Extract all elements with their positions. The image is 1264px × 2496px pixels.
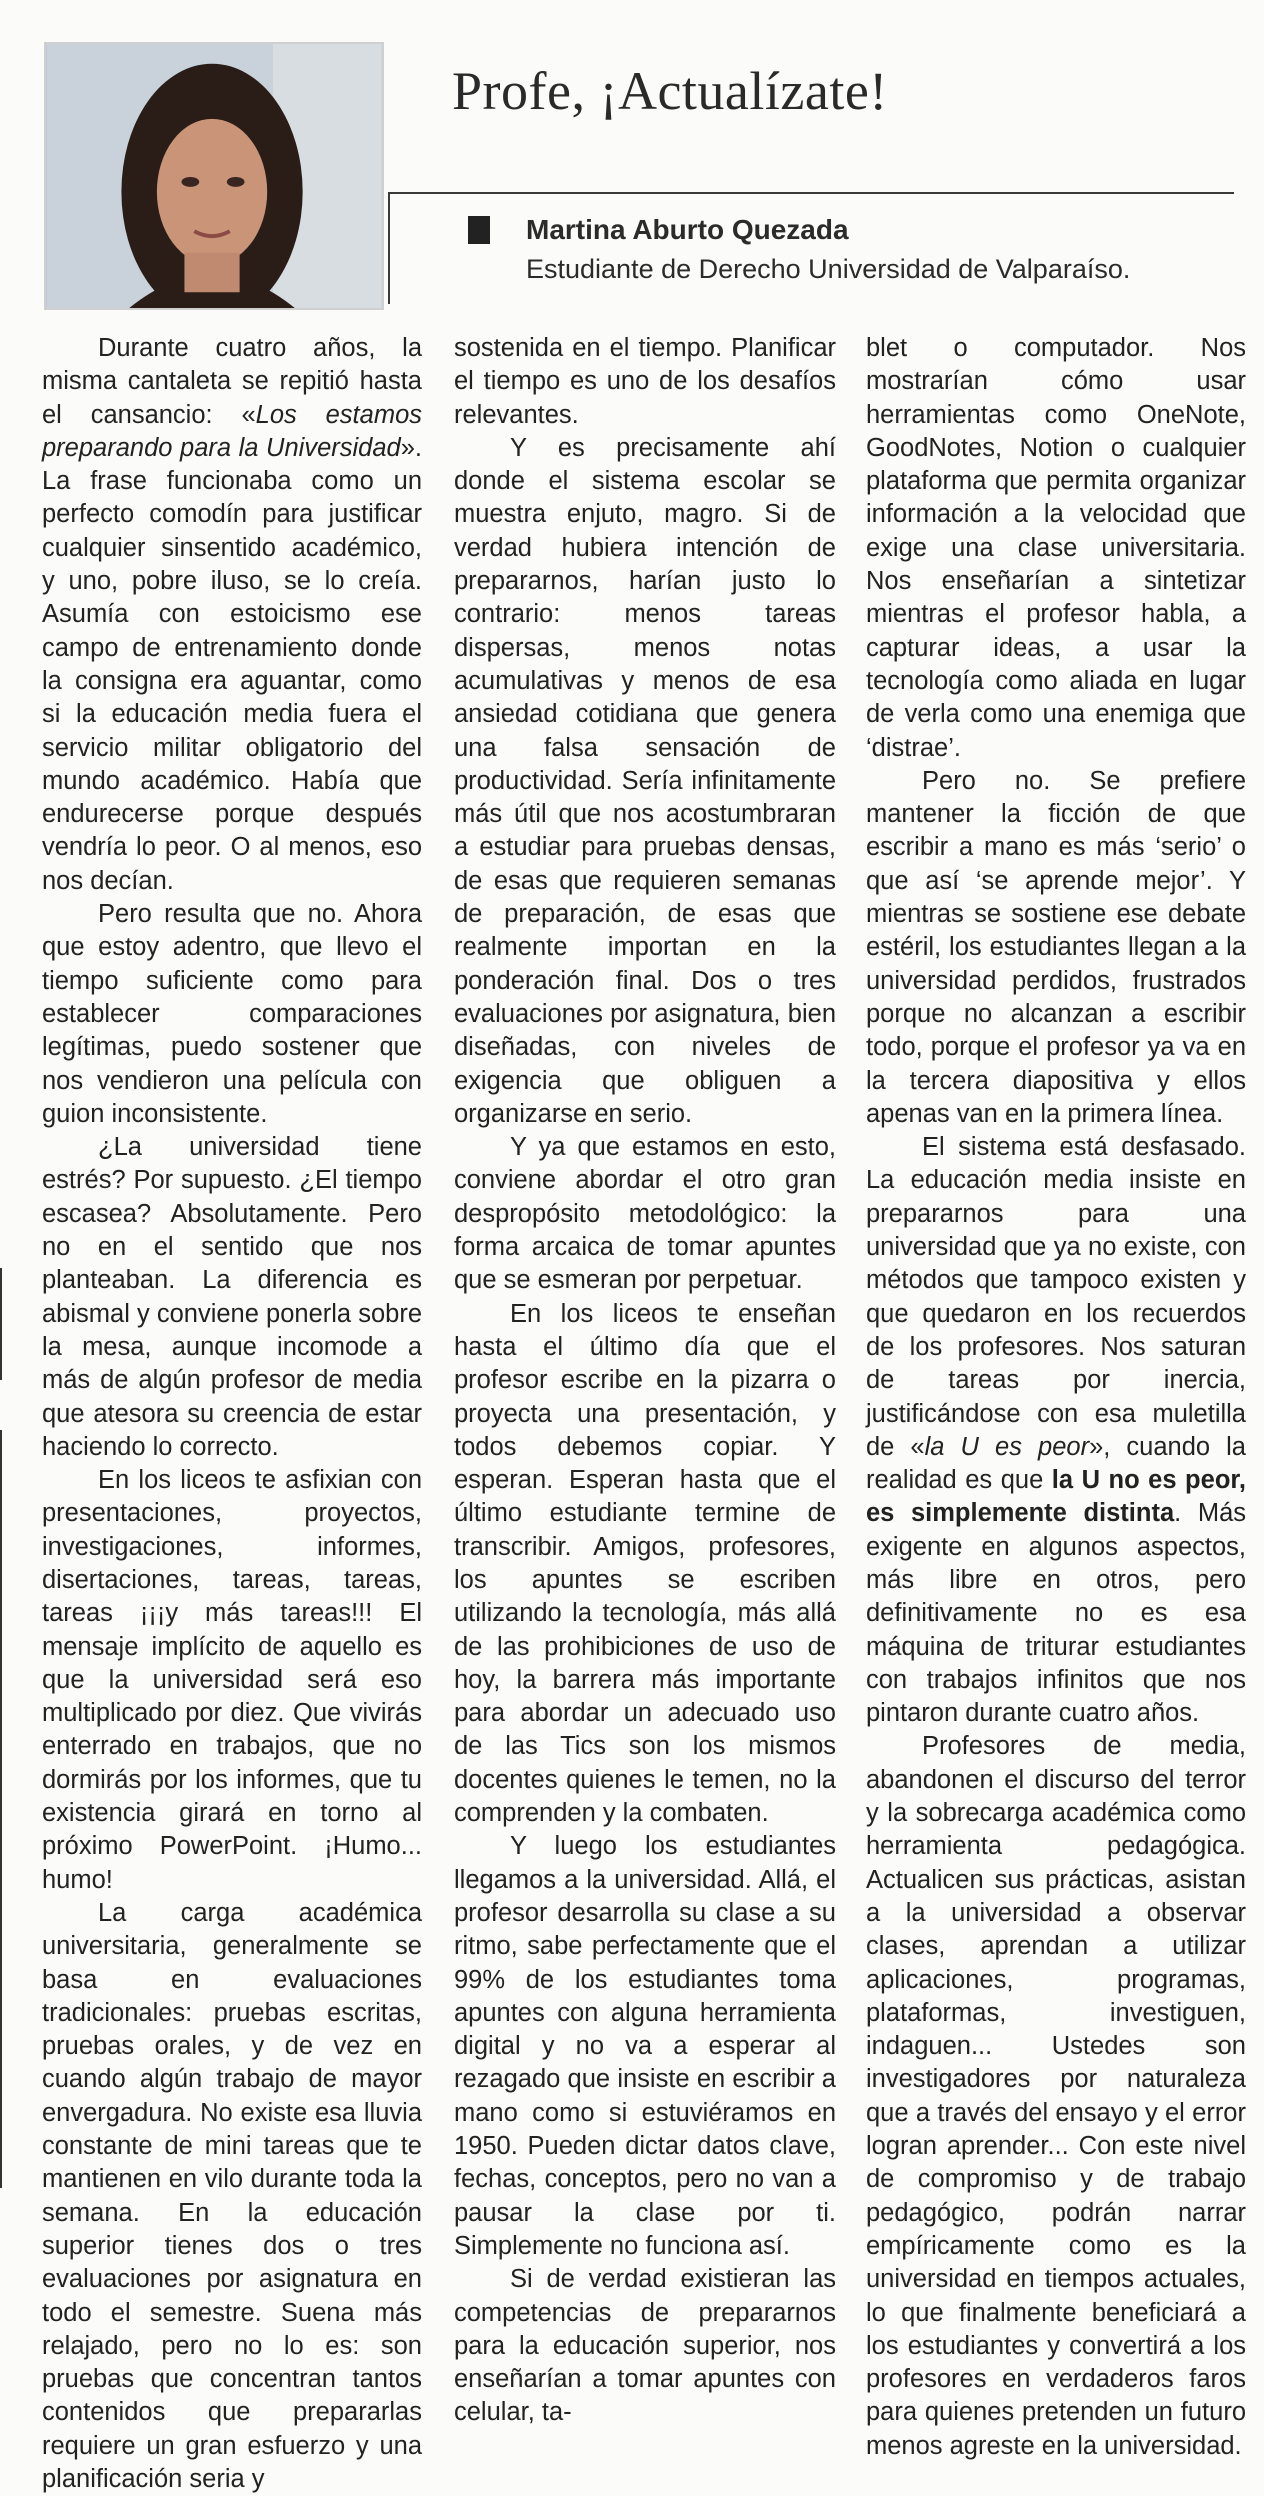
paragraph bbox=[866, 765, 1246, 1131]
paragraph bbox=[42, 332, 422, 898]
body-text: ¿La universidad tiene estrés? Por supuesto. ¿El tiempo escasea? Absolutamente. Pero no en el sentido que nos planteaban. La diferencia es abismal y conviene ponerla sobre la mesa, aunque incomode a más de algún profesor de media que atesora su creencia de estar haciendo lo correcto. bbox=[42, 1133, 422, 1461]
author-role: Estudiante de Derecho Universidad de Valparaíso. bbox=[526, 254, 1131, 284]
article-column-1 bbox=[42, 332, 422, 2496]
body-text: Pero resulta que no. Ahora que estoy adentro, que llevo el tiempo suficiente como para establecer comparaciones legítimas, puedo sostener que nos vendieron una película con guion inconsistente. bbox=[42, 900, 422, 1128]
paragraph bbox=[42, 1464, 422, 1897]
body-text: Si de verdad existieran las competencias de prepararnos para la educación superior, nos enseñarían a tomar apuntes con celular, ta- bbox=[454, 2265, 836, 2427]
author-photo bbox=[44, 42, 384, 310]
paragraph bbox=[866, 332, 1246, 765]
body-text: Y luego los estudiantes llegamos a la universidad. Allá, el profesor desarrolla su clase a su ritmo, sabe perfectamente que el 99% de los estudiantes toma apuntes con alguna herramienta digital y no va a esperar al rezagado que insiste en escribir a mano como si estuviéramos en 1950. Pueden dictar datos clave, fechas, conceptos, pero no van a pausar la clase por ti. Simplemente no funciona así. bbox=[454, 1832, 836, 2260]
crop-mark-left-lower bbox=[0, 1430, 2, 2188]
body-text: Durante cuatro años, la misma cantaleta se repitió hasta el cansancio: « bbox=[42, 334, 422, 429]
body-text: Y es precisamente ahí donde el sistema escolar se muestra enjuto, magro. Si de verdad hubiera intención de prepararnos, harían justo lo contrario: menos tareas dispersas, menos notas acumulativas y menos de esa ansiedad cotidiana que genera una falsa sensación de productividad. Sería infinitamente más útil que nos acostumbraran a estudiar para pruebas densas, de esas que requieren semanas de preparación, de esas que realmente importan en la ponderación final. Dos o tres evaluaciones por asignatura, bien diseñadas, con niveles de exigencia que obliguen a organizarse en serio. bbox=[454, 433, 836, 1128]
paragraph bbox=[42, 1897, 422, 2496]
body-text: blet o computador. Nos mostrarían cómo usar herramientas como OneNote, GoodNotes, Notion o cualquier plataforma que permita organizar información a la velocidad que exige una clase universitaria. Nos enseñarían a sintetizar mientras el profesor habla, a capturar ideas, a usar la tecnología como aliada en lugar de verla como una enemiga que ‘distrae’. bbox=[866, 334, 1246, 762]
paragraph bbox=[454, 1131, 836, 1297]
portrait-illustration bbox=[46, 44, 382, 308]
byline-marker bbox=[468, 216, 490, 244]
body-text: », cuando la realidad es que bbox=[866, 1432, 1246, 1495]
emphasis-text: la U no es peor, es simplemente distinta bbox=[866, 1466, 1246, 1528]
body-text: ». La frase funcionaba como un perfecto comodín para justificar cualquier sinsentido académico, y uno, pobre iluso, se lo creía. Asumía con estoicismo ese campo de entrenamiento donde la consigna era aguantar, como si la educación media fuera el servicio militar obligatorio del mundo académico. Había que endurecerse porque después vendría lo peor. O al menos, eso nos decían. bbox=[42, 433, 422, 895]
paragraph bbox=[454, 1830, 836, 2263]
header-divider bbox=[388, 192, 1234, 194]
author-name: Martina Aburto Quezada bbox=[526, 214, 849, 245]
header-vertical-rule bbox=[388, 192, 390, 304]
paragraph bbox=[42, 898, 422, 1131]
paragraph bbox=[866, 1730, 1246, 2463]
paragraph bbox=[454, 1298, 836, 1831]
body-text: sostenida en el tiempo. Planificar el tiempo es uno de los desafíos relevantes. bbox=[454, 334, 836, 429]
italic-text: la U es peor bbox=[924, 1432, 1090, 1461]
paragraph bbox=[866, 1131, 1246, 1730]
paragraph bbox=[454, 2263, 836, 2429]
paragraph bbox=[454, 332, 836, 432]
body-text: En los liceos te enseñan hasta el último día que el profesor escribe en la pizarra o proyecta una presentación, y todos debemos copiar. Y esperan. Esperan hasta que el último estudiante termine de transcribir. Amigos, profesores, los apuntes se escriben utilizando la tecnología, más allá de las prohibiciones de uso de hoy, la barrera más importante para abordar un adecuado uso de las Tics son los mismos docentes quienes le temen, no la comprenden y la combaten. bbox=[454, 1299, 836, 1828]
article-column-2 bbox=[454, 332, 836, 2430]
body-text: Pero no. Se prefiere mantener la ficción de que escribir a mano es más ‘serio’ o que así ‘se aprende mejor’. Y mientras se sostiene ese debate estéril, los estudiantes llegan a la universidad perdidos, frustrados porque no alcanzan a escribir todo, porque el profesor ya va en la tercera diapositiva y ellos apenas van en la primera línea. bbox=[866, 766, 1246, 1128]
body-text: Y ya que estamos en esto, conviene abordar el otro gran despropósito metodológico: la forma arcaica de tomar apuntes que se esmeran por perpetuar. bbox=[454, 1133, 836, 1295]
body-text: . Más exigente en algunos aspectos, más libre en otros, pero definitivamente no es esa máquina de triturar estudiantes con trabajos infinitos que nos pintaron durante cuatro años. bbox=[866, 1499, 1247, 1728]
body-text: En los liceos te asfixian con presentaciones, proyectos, investigaciones, informes, disertaciones, tareas, tareas, tareas ¡¡¡y más tareas!!! El mensaje implícito de aquello es que la universidad será eso multiplicado por diez. Que vivirás enterrado en trabajos, que no dormirás por los informes, que tu existencia girará en torno al próximo PowerPoint. ¡Humo... humo! bbox=[42, 1466, 422, 1894]
body-text: Profesores de media, abandonen el discurso del terror y la sobrecarga académica como herramienta pedagógica. Actualicen sus prácticas, asistan a la universidad a observar clases, aprendan a utilizar aplicaciones, programas, plataformas, investiguen, indaguen... Ustedes son investigadores por naturaleza que a través del ensayo y el error logran aprender... Con este nivel de compromiso y de trabajo pedagógico, podrán narrar empíricamente como es la universidad en tiempos actuales, lo que finalmente beneficiará a los estudiantes y convertirá a los profesores en verdaderos faros para quienes pretenden un futuro menos agreste en la universidad. bbox=[866, 1732, 1246, 2460]
article-column-3 bbox=[866, 332, 1246, 2463]
body-text: La carga académica universitaria, generalmente se basa en evaluaciones tradicionales: pruebas escritas, pruebas orales, y de vez en cuando algún trabajo de mayor envergadura. No existe esa lluvia constante de mini tareas que te mantienen en vilo durante toda la semana. En la educación superior tienes dos o tres evaluaciones por asignatura en todo el semestre. Suena más relajado, pero no lo es: son pruebas que concentran tantos contenidos que prepararlas requiere un gran esfuerzo y una planificación seria y bbox=[42, 1898, 422, 2493]
paragraph bbox=[42, 1131, 422, 1464]
crop-mark-left bbox=[0, 1268, 2, 1380]
article-title: Profe, ¡Actualízate! bbox=[452, 61, 888, 121]
italic-text: Los estamos preparando para la Universidad bbox=[42, 400, 422, 462]
paragraph bbox=[454, 432, 836, 1131]
body-text: El sistema está desfasado. La educación media insiste en prepararnos para una universidad que ya no existe, con métodos que tampoco existen y que quedaron en los recuerdos de los profesores. Nos saturan de tareas por inercia, justificándose con esa muletilla de « bbox=[866, 1133, 1246, 1461]
